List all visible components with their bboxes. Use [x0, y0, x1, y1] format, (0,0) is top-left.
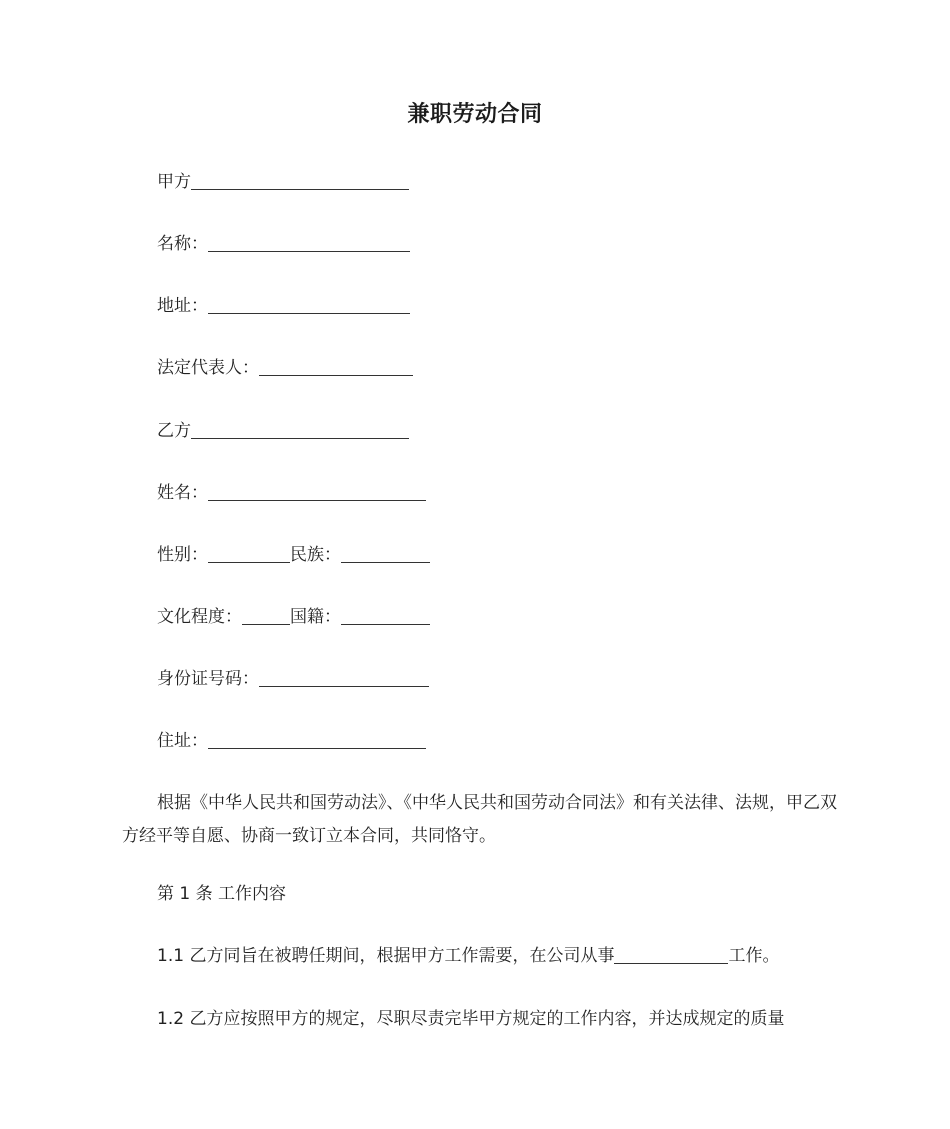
residence-line: [157, 729, 426, 753]
clause-1-2: 1.2 乙方应按照甲方的规定，尽职尽责完毕甲方规定的工作内容，并达成规定的质量: [157, 1009, 785, 1029]
document-title: 兼职劳动合同: [407, 102, 543, 127]
clause-1-1-end: 工作。: [728, 946, 780, 966]
gender-ethnicity-line: [157, 543, 430, 567]
nationality-label: 国籍：: [290, 607, 341, 627]
gender-label: 性别：: [157, 545, 208, 565]
party-a-address-blank[interactable]: [208, 295, 410, 314]
party-b-name-line: [157, 481, 426, 505]
legal-rep-label: 法定代表人：: [157, 358, 259, 378]
nationality-blank[interactable]: [341, 606, 430, 625]
id-number-label: 身份证号码：: [157, 669, 259, 689]
party-b-label: 乙方: [157, 421, 191, 441]
residence-label: 住址：: [157, 731, 208, 751]
party-a-address-label: 地址：: [157, 296, 208, 316]
clause-1-1: [157, 944, 779, 968]
article-1-heading: 第 1 条 工作内容: [157, 884, 287, 904]
party-a-name-blank[interactable]: [208, 233, 410, 252]
education-nationality-line: [157, 605, 430, 629]
party-a-name-label: 名称：: [157, 234, 208, 254]
party-a-name-line: [157, 232, 410, 256]
party-b-name-blank[interactable]: [208, 482, 426, 501]
preamble-paragraph: 根据《中华人民共和国劳动法》、《中华人民共和国劳动合同法》和有关法律、法规，甲乙双方经平等自愿、协商一致订立本合同，共同恪守。: [122, 793, 837, 846]
education-label: 文化程度：: [157, 607, 242, 627]
party-a-line: [157, 170, 409, 194]
legal-rep-blank[interactable]: [259, 357, 413, 376]
job-content-blank[interactable]: [614, 945, 728, 964]
education-blank[interactable]: [242, 606, 290, 625]
ethnicity-blank[interactable]: [341, 544, 430, 563]
id-number-blank[interactable]: [259, 668, 429, 687]
legal-rep-line: [157, 356, 413, 380]
party-b-line: [157, 419, 409, 443]
party-b-blank[interactable]: [191, 420, 409, 439]
residence-blank[interactable]: [208, 730, 426, 749]
gender-blank[interactable]: [208, 544, 290, 563]
ethnicity-label: 民族：: [290, 545, 341, 565]
party-a-address-line: [157, 294, 410, 318]
party-a-blank[interactable]: [191, 171, 409, 190]
clause-1-1-text: 1.1 乙方同旨在被聘任期间，根据甲方工作需要，在公司从事: [157, 946, 615, 966]
party-a-label: 甲方: [157, 172, 191, 192]
id-number-line: [157, 667, 429, 691]
party-b-name-label: 姓名：: [157, 483, 208, 503]
